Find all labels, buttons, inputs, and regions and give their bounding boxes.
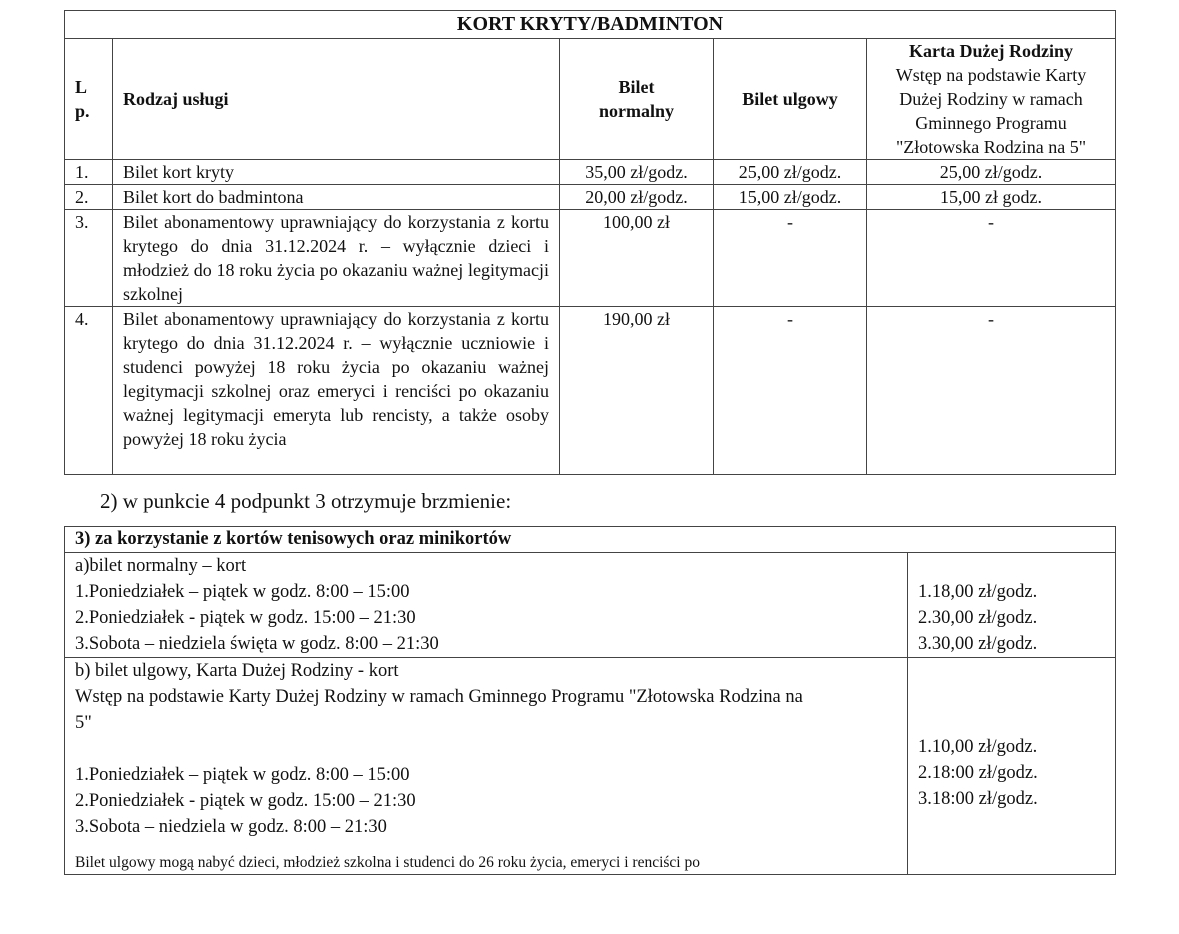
row-normal-price: 190,00 zł bbox=[560, 307, 714, 475]
header-kdr-title: Karta Dużej Rodziny bbox=[909, 41, 1074, 61]
row-lp: 4. bbox=[65, 307, 113, 475]
row-service: Bilet kort do badmintona bbox=[113, 185, 560, 210]
table-header-row bbox=[65, 39, 1116, 160]
table-row bbox=[65, 160, 1116, 185]
section-a-line: 2.Poniedziałek - piątek w godz. 15:00 – 21:30 bbox=[75, 608, 416, 628]
court-pricing-table bbox=[64, 10, 1116, 475]
section-b-line: 1.Poniedziałek – piątek w godz. 8:00 – 15:00 bbox=[75, 765, 410, 785]
table-row bbox=[65, 307, 1116, 475]
section-a-row bbox=[65, 553, 1116, 658]
header-normal bbox=[560, 39, 714, 160]
section-a-line: 1.Poniedziałek – piątek w godz. 8:00 – 15:00 bbox=[75, 582, 410, 602]
row-service: Bilet kort kryty bbox=[113, 160, 560, 185]
section-title: 3) za korzystanie z kortów tenisowych oraz minikortów bbox=[65, 527, 1116, 553]
section-a-description bbox=[65, 553, 908, 658]
section-b-price: 1.10,00 zł/godz. bbox=[918, 737, 1038, 757]
row-kdr-price: - bbox=[867, 307, 1116, 475]
header-kdr bbox=[867, 39, 1116, 160]
row-normal-price: 35,00 zł/godz. bbox=[560, 160, 714, 185]
row-reduced-price: 15,00 zł/godz. bbox=[714, 185, 867, 210]
section-a-line: 3.Sobota – niedziela święta w godz. 8:00 – 21:30 bbox=[75, 634, 439, 654]
tennis-pricing-table bbox=[64, 526, 1116, 875]
header-reduced: Bilet ulgowy bbox=[714, 39, 867, 160]
section-a-price: 1.18,00 zł/godz. bbox=[918, 582, 1038, 602]
section-b-prices bbox=[908, 658, 1116, 875]
table-row bbox=[65, 210, 1116, 307]
section-a-price: 2.30,00 zł/godz. bbox=[918, 608, 1038, 628]
amendment-paragraph: 2) w punkcie 4 podpunkt 3 otrzymuje brzmienie: bbox=[100, 489, 512, 513]
row-kdr-price: 25,00 zł/godz. bbox=[867, 160, 1116, 185]
section-b-note: Bilet ulgowy mogą nabyć dzieci, młodzież szkolna i studenci do 26 roku życia, emeryci i renciści po bbox=[75, 854, 700, 871]
table-title: KORT KRYTY/BADMINTON bbox=[65, 11, 1116, 39]
row-lp: 3. bbox=[65, 210, 113, 307]
header-lp-line1: L bbox=[75, 77, 88, 97]
section-b-description bbox=[65, 658, 908, 875]
section-b-row bbox=[65, 658, 1116, 875]
section-b-desc-line2: 5" bbox=[75, 713, 92, 733]
row-kdr-price: 15,00 zł godz. bbox=[867, 185, 1116, 210]
section-a-prices bbox=[908, 553, 1116, 658]
section-a-heading: a)bilet normalny – kort bbox=[75, 556, 247, 576]
row-reduced-price: - bbox=[714, 307, 867, 475]
header-kdr-desc: Wstęp na podstawie Karty Dużej Rodziny w ramach Gminnego Programu "Złotowska Rodzina na 5" bbox=[895, 65, 1087, 157]
row-kdr-price: - bbox=[867, 210, 1116, 307]
header-lp-line2: p. bbox=[75, 101, 90, 121]
section-b-desc-line1: Wstęp na podstawie Karty Dużej Rodziny w ramach Gminnego Programu "Złotowska Rodzina na bbox=[75, 687, 803, 707]
section-b-price: 3.18:00 zł/godz. bbox=[918, 789, 1038, 809]
section-b-line: 3.Sobota – niedziela w godz. 8:00 – 21:30 bbox=[75, 817, 387, 837]
row-service: Bilet abonamentowy uprawniający do korzystania z kortu krytego do dnia 31.12.2024 r. – wyłącznie uczniowie i studenci powyżej 18 roku życia po okazaniu ważnej legitymacji szkolnej oraz emeryci i renciści po okazaniu ważnej legitymacji emeryta lub rencisty, a także osoby powyżej 18 roku życia bbox=[113, 307, 560, 475]
row-normal-price: 100,00 zł bbox=[560, 210, 714, 307]
header-normal-line1: Bilet bbox=[618, 77, 655, 97]
row-normal-price: 20,00 zł/godz. bbox=[560, 185, 714, 210]
section-b-price: 2.18:00 zł/godz. bbox=[918, 763, 1038, 783]
row-service: Bilet abonamentowy uprawniający do korzystania z kortu krytego do dnia 31.12.2024 r. – wyłącznie dzieci i młodzież do 18 roku życia po okazaniu ważnej legitymacji szkolnej bbox=[113, 210, 560, 307]
header-service: Rodzaj usługi bbox=[113, 39, 560, 160]
table-row bbox=[65, 185, 1116, 210]
header-normal-line2: normalny bbox=[598, 101, 674, 121]
row-reduced-price: - bbox=[714, 210, 867, 307]
section-a-price: 3.30,00 zł/godz. bbox=[918, 634, 1038, 654]
section-b-line: 2.Poniedziałek - piątek w godz. 15:00 – 21:30 bbox=[75, 791, 416, 811]
section-b-heading: b) bilet ulgowy, Karta Dużej Rodziny - kort bbox=[75, 661, 399, 681]
row-lp: 1. bbox=[65, 160, 113, 185]
row-lp: 2. bbox=[65, 185, 113, 210]
row-reduced-price: 25,00 zł/godz. bbox=[714, 160, 867, 185]
header-lp bbox=[65, 39, 113, 160]
